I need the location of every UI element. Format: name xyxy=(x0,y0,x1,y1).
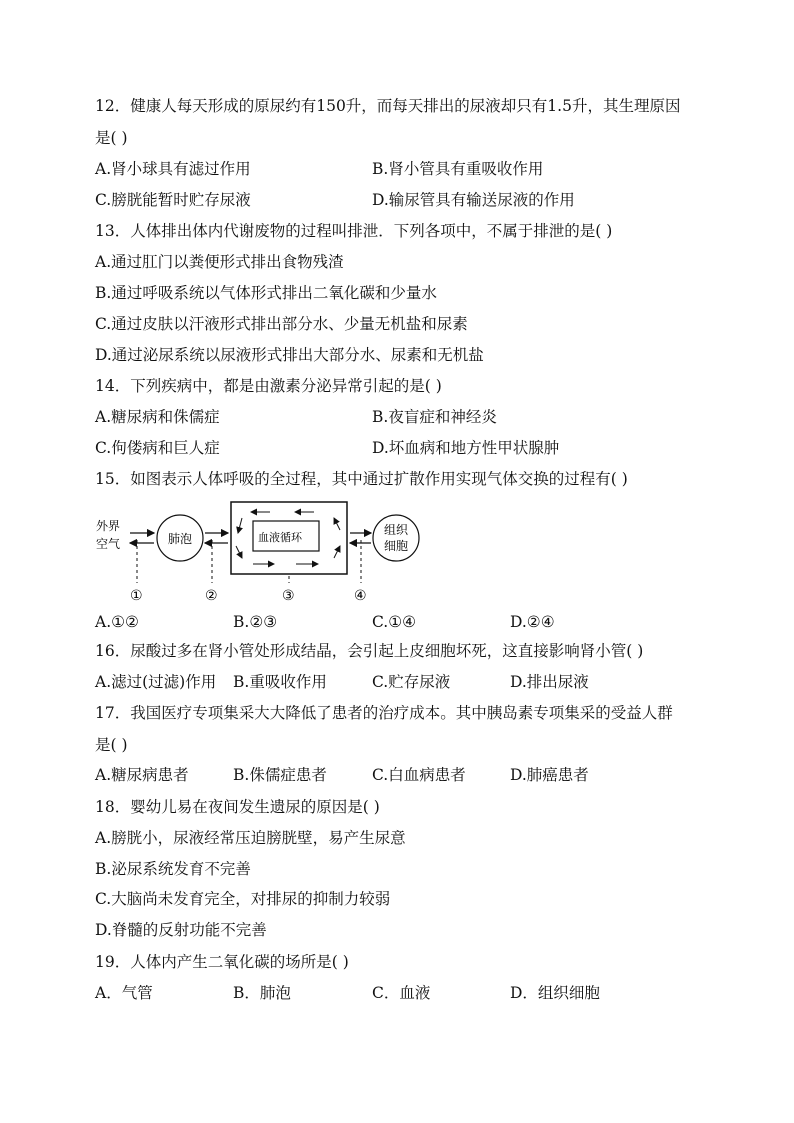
circ-arrow-left-top xyxy=(238,518,242,533)
alveoli-label: 肺泡 xyxy=(168,532,193,546)
q14-stem: 14．下列疾病中，都是由激素分泌异常引起的是( ) xyxy=(95,377,442,395)
q12-stem-line1: 12．健康人每天形成的原尿约有150升，而每天排出的尿液却只有1.5升，其生理原因 xyxy=(95,97,681,115)
q15-stem: 15．如图表示人体呼吸的全过程，其中通过扩散作用实现气体交换的过程有( ) xyxy=(95,470,628,488)
q17-option-a: A.糖尿病患者 xyxy=(95,766,189,784)
q16-option-d: D.排出尿液 xyxy=(510,673,589,691)
q16-option-c: C.贮存尿液 xyxy=(372,673,451,691)
q17-stem-line2: 是( ) xyxy=(95,736,128,754)
q17-stem-line1: 17．我国医疗专项集采大大降低了患者的治疗成本。其中胰岛素专项集采的受益人群 xyxy=(95,704,673,722)
outside-air-label-1: 外界 xyxy=(96,519,121,533)
circ-arrow-right-top xyxy=(334,518,340,530)
q16-option-a: A.滤过(过滤)作用 xyxy=(95,673,217,691)
q13-option-c: C.通过皮肤以汗液形式排出部分水、少量无机盐和尿素 xyxy=(95,315,468,333)
outside-air-label-2: 空气 xyxy=(96,537,121,551)
q12-stem-line2: 是( ) xyxy=(95,129,128,147)
q18-option-c: C.大脑尚未发育完全，对排尿的抑制力较弱 xyxy=(95,890,391,908)
q15-option-c: C.①④ xyxy=(372,613,417,631)
q13-option-b: B.通过呼吸系统以气体形式排出二氧化碳和少量水 xyxy=(95,284,437,302)
q16-stem: 16．尿酸过多在肾小管处形成结晶，会引起上皮细胞坏死，这直接影响肾小管( ) xyxy=(95,642,644,660)
respiration-diagram xyxy=(88,500,428,608)
tissue-cell-label-1: 组织 xyxy=(384,523,409,537)
q19-option-a: A．气管 xyxy=(95,984,153,1002)
q14-option-d: D.坏血病和地方性甲状腺肿 xyxy=(372,439,560,457)
q13-option-a: A.通过肛门以粪便形式排出食物残渣 xyxy=(95,253,344,271)
tissue-cell-circle xyxy=(373,515,419,561)
q17-option-b: B.侏儒症患者 xyxy=(233,766,327,784)
q16-option-b: B.重吸收作用 xyxy=(233,673,327,691)
marker-2: ② xyxy=(205,588,218,604)
q18-option-d: D.脊髓的反射功能不完善 xyxy=(95,921,267,939)
circ-arrow-right-bottom xyxy=(334,546,340,558)
circ-arrow-left-bottom xyxy=(236,546,242,558)
q14-option-b: B.夜盲症和神经炎 xyxy=(372,408,497,426)
q15-option-d: D.②④ xyxy=(510,613,555,631)
q19-stem: 19．人体内产生二氧化碳的场所是( ) xyxy=(95,953,349,971)
q13-option-d: D.通过泌尿系统以尿液形式排出大部分水、尿素和无机盐 xyxy=(95,346,484,364)
q15-option-b: B.②③ xyxy=(233,613,278,631)
q17-option-c: C.白血病患者 xyxy=(372,766,466,784)
q18-stem: 18．婴幼儿易在夜间发生遗尿的原因是( ) xyxy=(95,798,380,816)
marker-4: ④ xyxy=(354,588,367,604)
q18-option-a: A.膀胱小，尿液经常压迫膀胱壁，易产生尿意 xyxy=(95,829,406,847)
q15-option-a: A.①② xyxy=(95,613,139,631)
q19-option-b: B．肺泡 xyxy=(233,984,291,1002)
marker-3: ③ xyxy=(282,588,295,604)
q18-option-b: B.泌尿系统发育不完善 xyxy=(95,860,251,878)
q12-option-c: C.膀胱能暂时贮存尿液 xyxy=(95,191,251,209)
q13-stem: 13．人体排出体内代谢废物的过程叫排泄．下列各项中，不属于排泄的是( ) xyxy=(95,222,613,240)
blood-circulation-label: 血液循环 xyxy=(258,531,302,544)
q14-option-a: A.糖尿病和侏儒症 xyxy=(95,408,220,426)
q12-option-d: D.输尿管具有输送尿液的作用 xyxy=(372,191,575,209)
q17-option-d: D.肺癌患者 xyxy=(510,766,589,784)
q12-option-a: A.肾小球具有滤过作用 xyxy=(95,160,251,178)
q14-option-c: C.佝偻病和巨人症 xyxy=(95,439,220,457)
marker-1: ① xyxy=(130,588,143,604)
q12-option-b: B.肾小管具有重吸收作用 xyxy=(372,160,544,178)
tissue-cell-label-2: 细胞 xyxy=(384,539,409,553)
q19-option-d: D．组织细胞 xyxy=(510,984,600,1002)
q19-option-c: C．血液 xyxy=(372,984,431,1002)
